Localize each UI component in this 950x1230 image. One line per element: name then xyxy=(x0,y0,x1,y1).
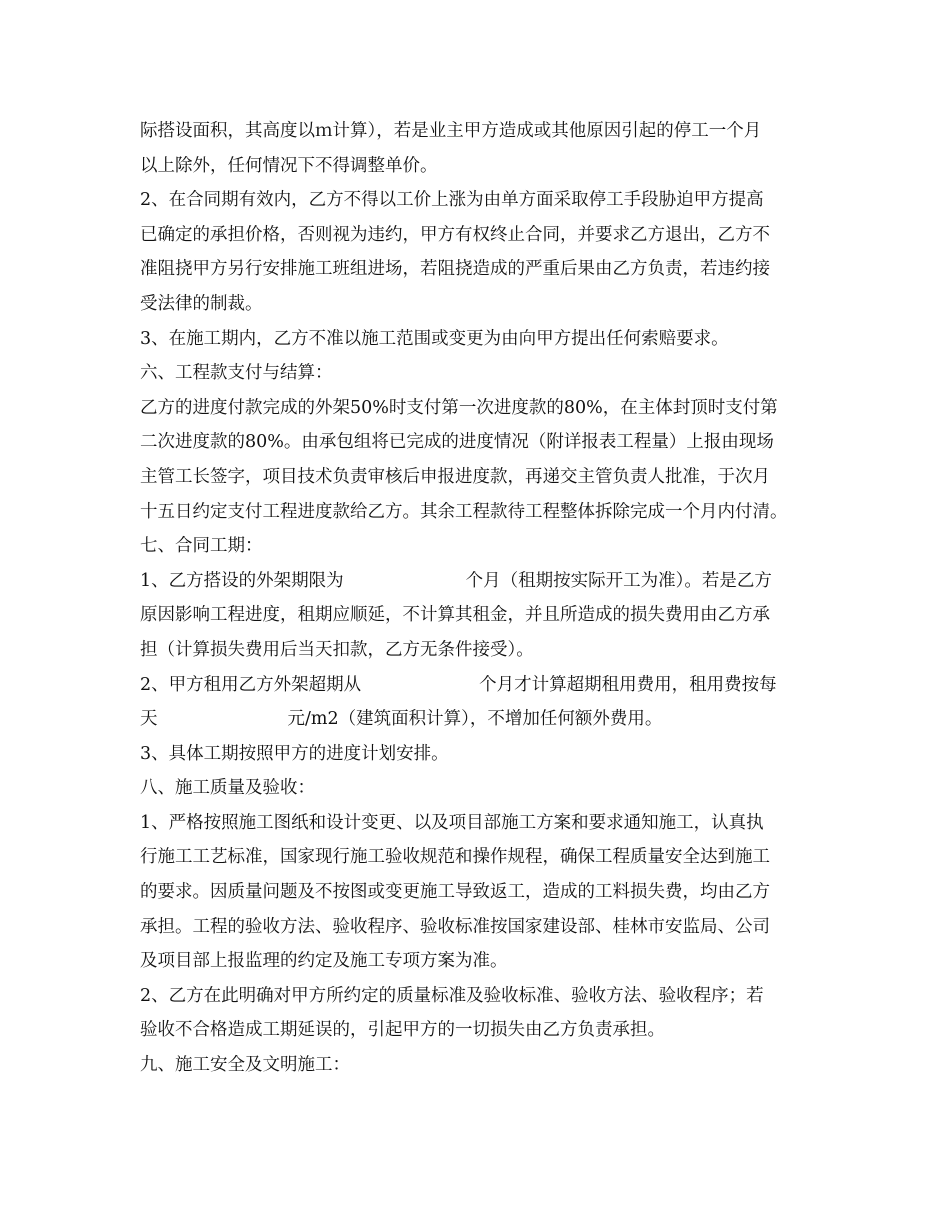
text-segment: 元/m2（建筑面积计算），不增加任何额外费用。 xyxy=(287,709,663,730)
text-segment: 天 xyxy=(140,709,158,730)
text-line: 2、乙方在此明确对甲方所约定的质量标准及验收标准、验收方法、验收程序；若 xyxy=(140,985,764,1006)
text-line: 受法律的制裁。 xyxy=(140,293,263,314)
text-line: 乙方的进度付款完成的外架50%时支付第一次进度款的80%，在主体封顶时支付第 xyxy=(140,397,778,418)
section-heading: 七、合同工期： xyxy=(140,536,263,557)
text-line xyxy=(140,564,820,599)
text-line: 及项目部上报监理的约定及施工专项方案为准。 xyxy=(140,951,508,972)
text-segment: 1、乙方搭设的外架期限为 xyxy=(140,570,344,591)
section-heading: 九、施工安全及文明施工： xyxy=(140,1055,350,1076)
text-line: 准阻挠甲方另行安排施工班组进场，若阻挠造成的严重后果由乙方负责，若违约接 xyxy=(140,259,770,280)
text-line: 承担。工程的验收方法、验收程序、验收标准按国家建设部、桂林市安监局、公司 xyxy=(140,916,770,937)
text-line: 3、具体工期按照甲方的进度计划安排。 xyxy=(140,743,449,764)
text-line: 2、在合同期有效内，乙方不得以工价上涨为由单方面采取停工手段胁迫甲方提高 xyxy=(140,190,764,211)
text-segment: 个月才计算超期租用费用，租用费按每 xyxy=(479,674,777,695)
text-line: 原因影响工程进度，租期应顺延，不计算其租金，并且所造成的损失费用由乙方承 xyxy=(140,605,770,626)
text-line: 主管工长签字，项目技术负责审核后申报进度款，再递交主管负责人批准，于次月 xyxy=(140,466,770,487)
text-segment: 2、甲方租用乙方外架超期从 xyxy=(140,674,362,695)
text-line: 担（计算损失费用后当天扣款，乙方无条件接受）。 xyxy=(140,639,534,660)
text-line: 际搭设面积，其高度以ｍ计算），若是业主甲方造成或其他原因引起的停工一个月 xyxy=(140,121,762,141)
text-line: 十五日约定支付工程进度款给乙方。其余工程款待工程整体拆除完成一个月内付清。 xyxy=(140,501,788,522)
text-line: 3、在施工期内，乙方不准以施工范围或变更为由向甲方提出任何索赔要求。 xyxy=(140,328,729,349)
section-heading: 六、工程款支付与结算： xyxy=(140,363,333,384)
text-line: 验收不合格造成工期延误的，引起甲方的一切损失由乙方负责承担。 xyxy=(140,1020,665,1041)
text-line: 以上除外，任何情况下不得调整单价。 xyxy=(140,155,438,176)
section-heading: 八、施工质量及验收： xyxy=(140,778,315,799)
text-segment: 个月（租期按实际开工为准）。若是乙方 xyxy=(465,570,772,591)
text-line: 的要求。因质量问题及不按图或变更施工导致返工，造成的工料损失费，均由乙方 xyxy=(140,882,770,903)
document-page xyxy=(140,114,820,1083)
text-line: 1、严格按照施工图纸和设计变更、以及项目部施工方案和要求通知施工，认真执 xyxy=(140,812,764,833)
text-line: 二次进度款的80%。由承包组将已完成的进度情况（附详报表工程量）上报由现场 xyxy=(140,432,774,453)
text-line xyxy=(140,702,820,737)
text-line xyxy=(140,668,820,703)
text-line: 已确定的承担价格，否则视为违约，甲方有权终止合同，并要求乙方退出，乙方不 xyxy=(140,224,770,245)
text-line: 行施工工艺标准，国家现行施工验收规范和操作规程，确保工程质量安全达到施工 xyxy=(140,847,770,868)
